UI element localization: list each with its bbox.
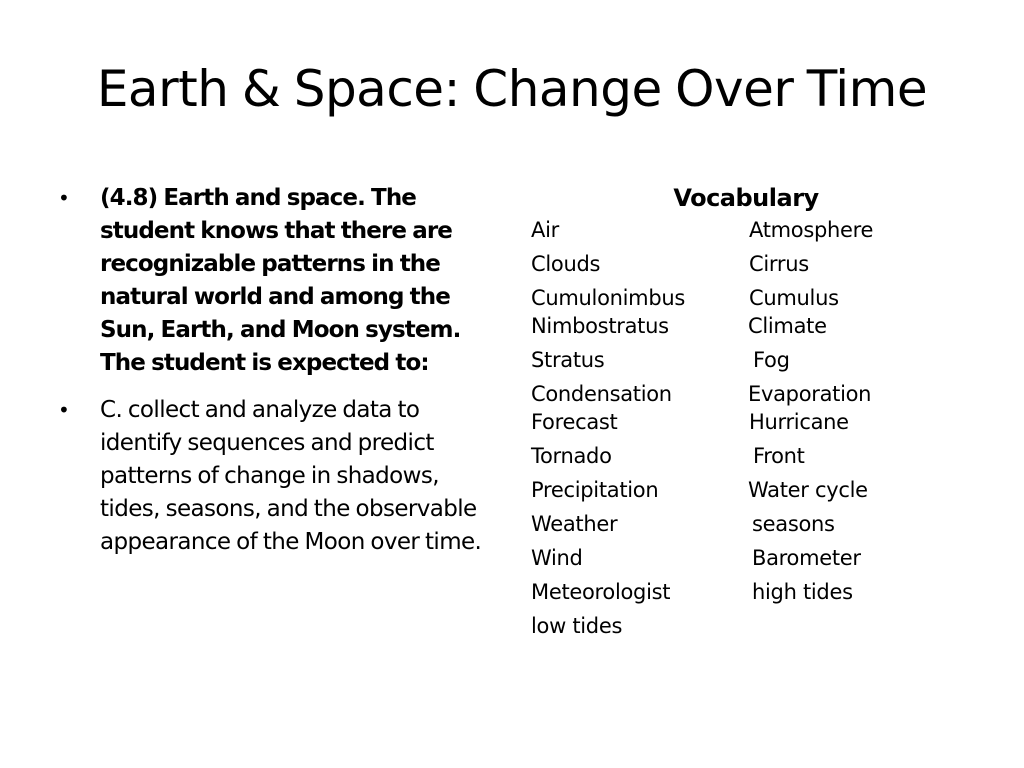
vocab-term: Evaporation [748,382,872,406]
vocab-term: Front [753,444,805,468]
bullet-dot-icon: • [58,398,70,422]
vocab-term: Air [531,218,559,242]
vocab-term: low tides [531,614,623,638]
standard-bullet-4-8 [54,182,504,380]
standard-bullet-c [54,394,504,559]
vocabulary-list [530,218,970,678]
vocabulary-panel [530,184,970,678]
vocab-term: Nimbostratus [531,314,669,338]
vocab-term: Water cycle [748,478,868,502]
vocab-term: Climate [748,314,827,338]
vocab-term: Tornado [531,444,612,468]
vocab-term: Forecast [531,410,618,434]
vocab-term: seasons [752,512,835,536]
vocab-term: Weather [531,512,618,536]
vocab-term: Meteorologist [531,580,671,604]
vocab-term: Hurricane [749,410,849,434]
vocab-term: Clouds [531,252,601,276]
vocab-term: Fog [753,348,790,372]
bullet-dot-icon: • [58,186,70,210]
vocabulary-heading: Vocabulary [673,184,819,212]
standards-list [54,182,504,573]
vocab-term: Stratus [531,348,605,372]
vocab-term: high tides [752,580,853,604]
vocab-term: Atmosphere [749,218,874,242]
vocab-term: Barometer [752,546,861,570]
vocab-term: Cirrus [749,252,809,276]
vocab-term: Cumulonimbus [531,286,686,310]
standard-text: (4.8) Earth and space. The student knows that there are recognizable patterns in the natural world and among the Sun, Earth, and Moon system. The student is expected to: [100,185,461,376]
expectation-text: C. collect and analyze data to identify sequences and predict patterns of change in shadows, tides, seasons, and the observable appearance of the Moon over time. [100,397,482,555]
slide-title: Earth & Space: Change Over Time [96,60,928,118]
vocab-term: Wind [531,546,583,570]
vocab-term: Precipitation [531,478,659,502]
vocab-term: Condensation [531,382,672,406]
vocab-term: Cumulus [749,286,839,310]
